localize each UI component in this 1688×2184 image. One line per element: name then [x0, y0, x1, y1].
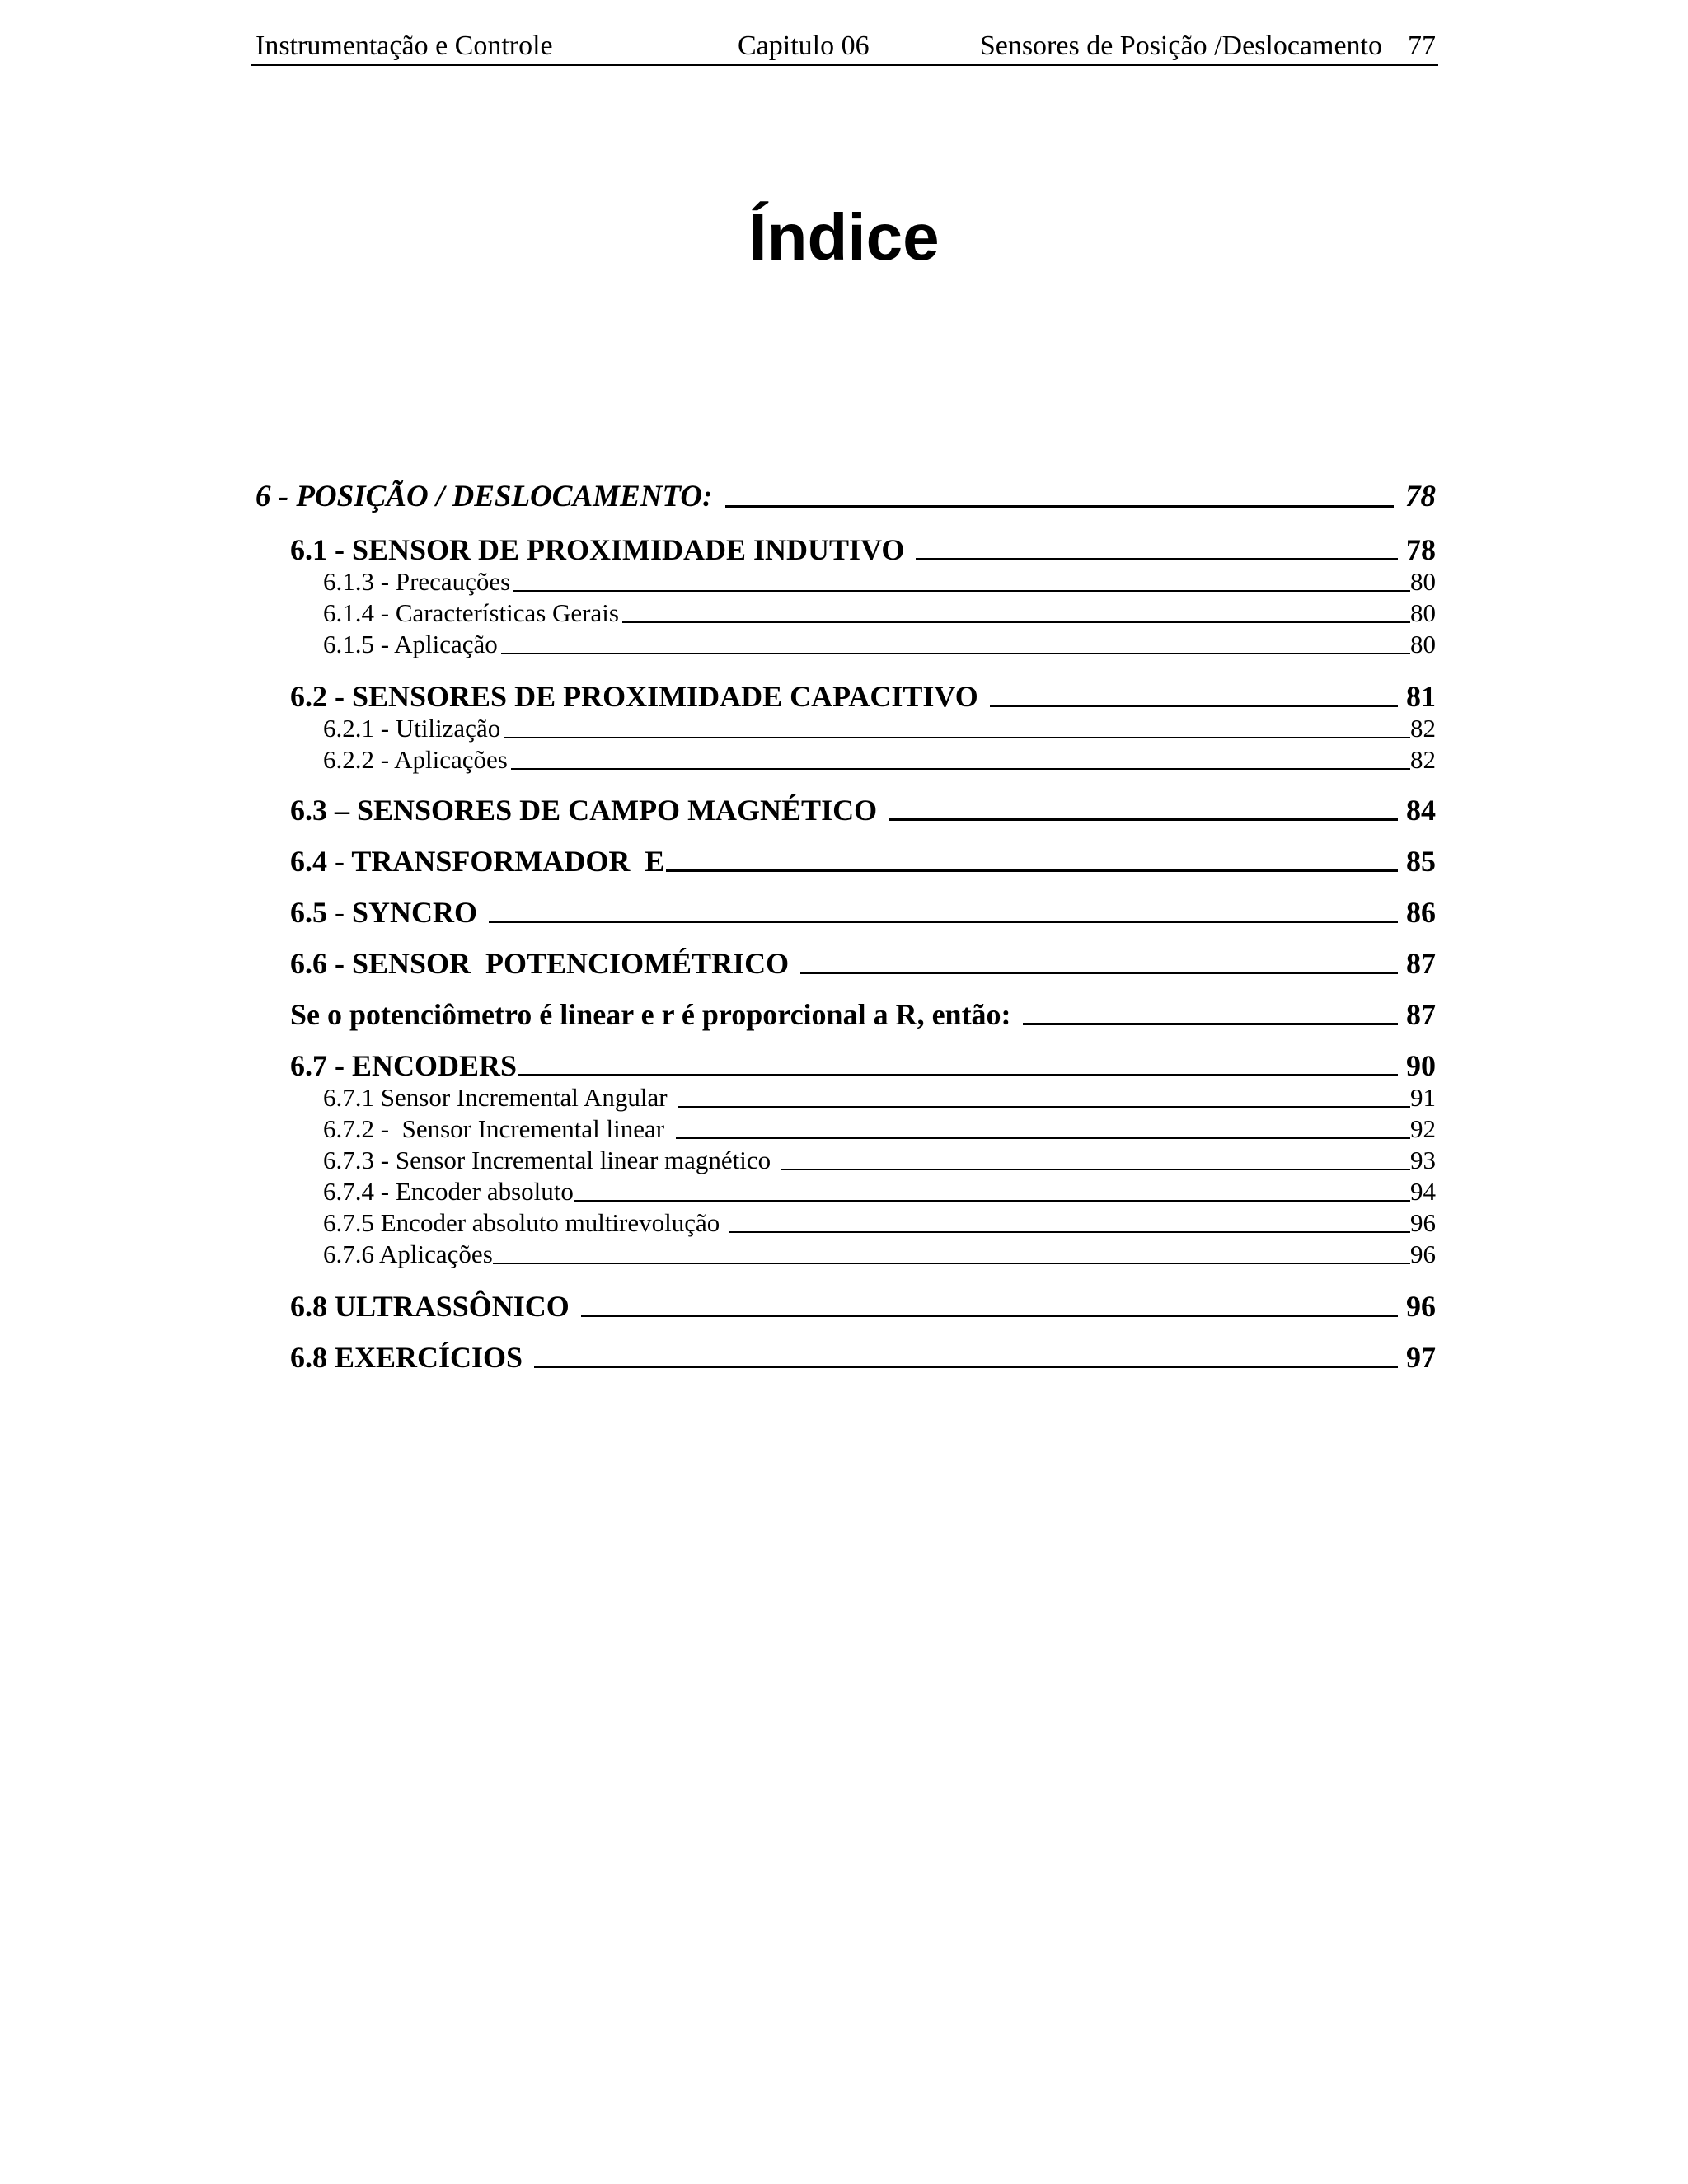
toc-entry-page: 82	[1410, 714, 1436, 743]
toc-entry[interactable]	[323, 712, 1436, 743]
toc-entry-title: 6.7 - ENCODERS	[290, 1049, 518, 1082]
toc-entry[interactable]	[323, 1113, 1436, 1144]
toc-entry-page: 82	[1410, 745, 1436, 774]
toc-entry-title: 6.4 - TRANSFORMADOR E	[290, 845, 665, 878]
toc-entry[interactable]	[323, 1081, 1436, 1113]
toc-entry-page: 97	[1406, 1341, 1436, 1374]
toc-entry-page: 92	[1410, 1114, 1436, 1143]
header-chapter: Capitulo 06	[738, 30, 870, 61]
toc-entry-page: 80	[1410, 630, 1436, 658]
toc-entry-page: 91	[1410, 1083, 1436, 1112]
toc-leader-line	[781, 1169, 1410, 1170]
toc-entry-page: 84	[1406, 794, 1436, 827]
toc-entry[interactable]	[323, 628, 1436, 659]
toc-entry[interactable]	[323, 1207, 1436, 1238]
toc-leader-line	[511, 768, 1410, 770]
toc-entry[interactable]	[290, 1045, 1436, 1083]
toc-entry[interactable]	[323, 597, 1436, 628]
toc-entry[interactable]	[290, 1337, 1436, 1375]
toc-entry[interactable]	[290, 529, 1436, 567]
toc-entry[interactable]	[290, 676, 1436, 714]
toc-leader-line	[725, 505, 1394, 508]
page-header	[251, 25, 1438, 66]
toc-leader-line	[493, 1263, 1410, 1264]
toc-entry-page: 80	[1410, 567, 1436, 596]
page-title: Índice	[748, 200, 940, 274]
toc-entry[interactable]	[290, 790, 1436, 827]
toc-entry[interactable]	[290, 841, 1436, 879]
toc-leader-line	[889, 818, 1398, 821]
toc-entry-page: 86	[1406, 896, 1436, 929]
toc-entry-title: 6.2.1 - Utilização	[323, 714, 501, 743]
toc-entry-title: 6.8 ULTRASSÔNICO	[290, 1290, 570, 1323]
toc-entry-title: 6.7.2 - Sensor Incremental linear	[323, 1114, 665, 1143]
toc-leader-line	[581, 1315, 1398, 1317]
toc-entry[interactable]	[323, 1175, 1436, 1207]
toc-leader-line	[501, 653, 1410, 654]
toc-leader-line	[518, 1074, 1398, 1076]
toc-entry-title: 6 - POSIÇÃO / DESLOCAMENTO:	[256, 480, 713, 513]
header-section-title: Sensores de Posição /Deslocamento	[979, 30, 1382, 61]
toc-leader-line	[489, 921, 1398, 923]
toc-entry[interactable]	[323, 743, 1436, 775]
toc-entry[interactable]	[323, 1144, 1436, 1175]
toc-leader-line	[916, 558, 1398, 560]
toc-entry[interactable]	[290, 892, 1436, 930]
toc-leader-line	[990, 705, 1398, 707]
toc-entry-title: Se o potenciômetro é linear e r é proporcional a R, então:	[290, 998, 1011, 1031]
toc-entry-title: 6.2.2 - Aplicações	[323, 745, 508, 774]
toc-entry-title: 6.3 – SENSORES DE CAMPO MAGNÉTICO	[290, 794, 878, 827]
toc-leader-line	[534, 1366, 1398, 1368]
toc-entry-page: 87	[1406, 947, 1436, 980]
toc-entry-title: 6.1 - SENSOR DE PROXIMIDADE INDUTIVO	[290, 533, 905, 566]
toc-entry[interactable]	[290, 1286, 1436, 1324]
toc-leader-line	[666, 869, 1398, 872]
toc-entry-title: 6.8 EXERCÍCIOS	[290, 1341, 523, 1374]
toc-entry-page: 81	[1406, 680, 1436, 713]
toc-entry-page: 85	[1406, 845, 1436, 878]
toc-entry-title: 6.5 - SYNCRO	[290, 896, 478, 929]
toc-entry-page: 80	[1410, 598, 1436, 627]
toc-entry-title: 6.7.1 Sensor Incremental Angular	[323, 1083, 668, 1112]
toc-entry-page: 96	[1410, 1208, 1436, 1237]
toc-leader-line	[676, 1137, 1410, 1139]
toc-leader-line	[1023, 1023, 1398, 1025]
toc-leader-line	[513, 590, 1410, 592]
toc-leader-line	[729, 1231, 1410, 1233]
toc-entry-page: 78	[1405, 480, 1436, 513]
toc-entry-page: 90	[1406, 1049, 1436, 1082]
toc-entry-title: 6.7.6 Aplicações	[323, 1240, 493, 1268]
toc-entry-title: 6.7.5 Encoder absoluto multirevolução	[323, 1208, 720, 1237]
toc-entry-title: 6.2 - SENSORES DE PROXIMIDADE CAPACITIVO	[290, 680, 978, 713]
toc-entry-page: 93	[1410, 1146, 1436, 1174]
toc-entry[interactable]	[323, 565, 1436, 597]
toc-entry-page: 94	[1410, 1177, 1436, 1206]
toc-entry-page: 78	[1406, 533, 1436, 566]
toc-leader-line	[678, 1106, 1410, 1108]
toc-leader-line	[622, 621, 1410, 623]
header-page-number: 77	[1408, 30, 1436, 61]
toc-entry[interactable]	[256, 476, 1436, 514]
toc-entry-title: 6.1.5 - Aplicação	[323, 630, 498, 658]
header-book-title: Instrumentação e Controle	[256, 30, 553, 61]
toc-leader-line	[574, 1200, 1410, 1202]
toc-entry-title: 6.6 - SENSOR POTENCIOMÉTRICO	[290, 947, 790, 980]
toc-entry-page: 96	[1406, 1290, 1436, 1323]
toc-entry-page: 96	[1410, 1240, 1436, 1268]
toc-entry-page: 87	[1406, 998, 1436, 1031]
toc-entry-title: 6.1.4 - Características Gerais	[323, 598, 619, 627]
toc-entry-title: 6.1.3 - Precauções	[323, 567, 511, 596]
toc-entry-title: 6.7.3 - Sensor Incremental linear magnético	[323, 1146, 771, 1174]
toc-leader-line	[504, 737, 1410, 738]
toc-leader-line	[800, 972, 1398, 974]
toc-entry[interactable]	[290, 943, 1436, 981]
toc-entry[interactable]	[323, 1238, 1436, 1269]
toc-entry-title: 6.7.4 - Encoder absoluto	[323, 1177, 574, 1206]
toc-entry[interactable]	[290, 994, 1436, 1032]
